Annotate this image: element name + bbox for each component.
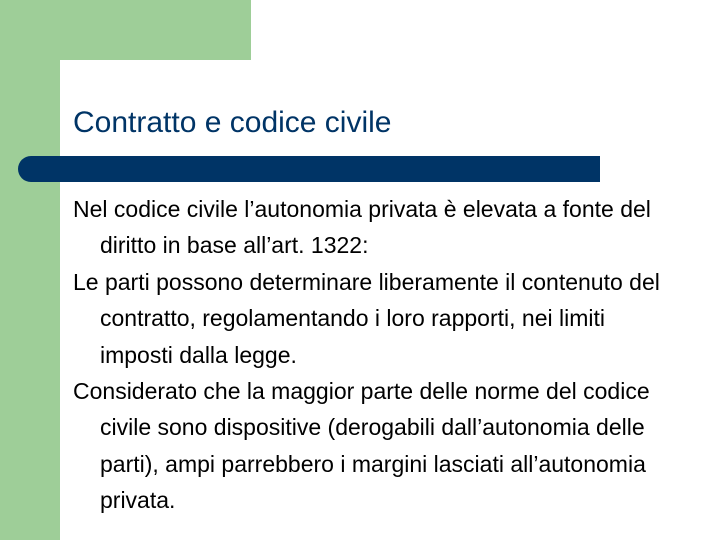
title-underline-bar — [18, 156, 600, 182]
green-top-decoration — [0, 0, 251, 60]
paragraph: Considerato che la maggior parte delle norme del codice civile sono dispositive (derogabili dall’autonomia delle parti), ampi parrebbero i margini lasciati all’autonomia privata. — [73, 378, 650, 514]
paragraph: Le parti possono determinare liberamente il contenuto del contratto, regolamentando i loro rapporti, nei limiti imposti dalla legge. — [73, 268, 660, 368]
paragraph: Nel codice civile l’autonomia privata è elevata a fonte del diritto in base all’art. 1322: — [73, 196, 651, 259]
body-text — [73, 191, 683, 519]
slide-title: Contratto e codice civile — [73, 106, 392, 139]
green-sidebar-decoration — [0, 0, 60, 540]
